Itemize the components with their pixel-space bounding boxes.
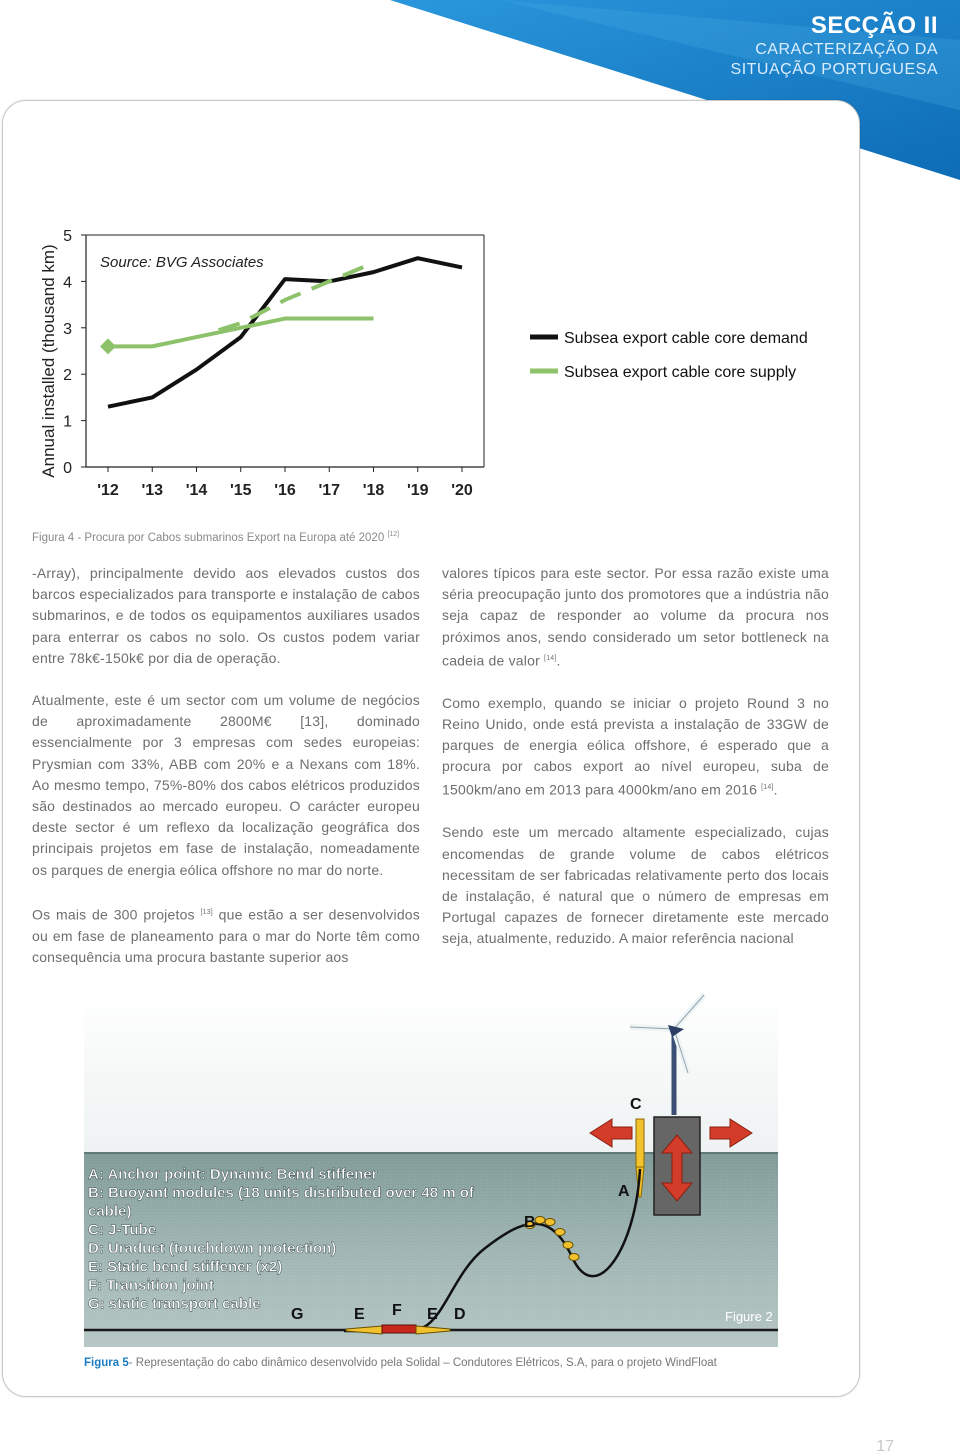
label-e-left: E	[354, 1306, 365, 1323]
windfloat-cable-diagram	[84, 987, 778, 1347]
right-paragraph-1-text: valores típicos para este sector. Por essa razão existe uma séria preocupação junto dos promotores que a indústria não seja capaz de responder ao volume da procura nos próximos anos, sendo considerado um setor bottleneck na cadeia de valor	[442, 565, 829, 669]
label-f: F	[392, 1302, 402, 1319]
legend-line: A: Anchor point: Dynamic Bend stiffener	[88, 1166, 378, 1183]
section-subtitle-line2: SITUAÇÃO PORTUGUESA	[730, 61, 938, 78]
legend-label: Subsea export cable core supply	[564, 364, 797, 381]
right-column	[442, 563, 829, 971]
legend-line: D: Uraduct (touchdown protection)	[88, 1240, 337, 1257]
legend-line: C: J-Tube	[88, 1221, 157, 1239]
y-tick-label: 3	[63, 320, 72, 338]
series-marker-diamond	[100, 338, 116, 354]
right-paragraph-1: valores típicos para este sector. Por essa razão existe uma séria preocupação junto dos promotores que a indústria não seja capaz de responder ao volume da procura nos próximos anos, sendo considerado um setor bottleneck na cadeia de valor [14].	[442, 565, 829, 669]
x-tick-label: '16	[274, 482, 296, 499]
left-paragraph-1: -Array), principalmente devido aos elevados custos dos barcos especializados para transporte e instalação de cabos submarinos, e de todos os equipamentos auxiliares usados para enterrar os cabos no solo. Os custos podem variar entre 78k€-150k€ por dia de operação.	[32, 565, 420, 666]
y-tick-label: 2	[63, 367, 72, 385]
figure5-caption	[84, 1357, 717, 1369]
legend-line: F: Transition joint	[88, 1277, 214, 1294]
source-annotation: Source: BVG Associates	[100, 254, 264, 271]
section-subtitle-line1: CARACTERIZAÇÃO DA	[755, 41, 938, 58]
right-paragraph-2-ref: [14]	[761, 784, 774, 792]
y-tick-label: 4	[63, 274, 72, 292]
figure4-caption-text: Figura 4 - Procura por Cabos submarinos Export na Europa até 2020	[32, 531, 385, 544]
j-tube	[636, 1119, 644, 1167]
legend-line: G: static transport cable	[88, 1295, 261, 1313]
section-title: SECÇÃO II	[810, 12, 938, 39]
legend-line: B: Buoyant modules (18 units distributed over 48 m of	[88, 1184, 474, 1202]
y-tick-label: 1	[63, 413, 72, 431]
y-tick-label: 5	[63, 228, 72, 245]
left-paragraph-3-end: que estão a ser desenvolvidos ou em fase de planeamento para o mar do Norte têm como consequência uma procura bastante superior aos	[32, 906, 420, 965]
figure4-caption	[32, 531, 399, 544]
x-tick-label: '14	[185, 482, 208, 499]
transition-joint	[382, 1325, 416, 1333]
right-paragraph-1-ref: [14]	[544, 654, 557, 662]
left-column	[32, 563, 420, 989]
series-line	[108, 258, 462, 406]
page-number: 17	[876, 1438, 894, 1455]
line-chart	[30, 215, 820, 515]
y-axis-label: Annual installed (thousand km)	[39, 244, 58, 478]
left-paragraph-3-ref: [13]	[200, 908, 213, 916]
left-paragraph-3-start: Os mais de 300 projetos	[32, 906, 195, 923]
figure4-caption-ref: [12]	[387, 531, 400, 538]
label-c: C	[630, 1096, 642, 1113]
series-line	[108, 319, 374, 347]
label-g: G	[291, 1306, 304, 1323]
right-paragraph-2: Como exemplo, quando se iniciar o projeto Round 3 no Reino Unido, onde está prevista a instalação de 33GW de parques de energia eólica offshore, é esperado que a procura por cabos export ao nível europeu, suba de 1500km/ano em 2013 para 4000km/ano em 2016 [14].	[442, 694, 829, 799]
x-tick-label: '13	[141, 482, 164, 499]
legend-label: Subsea export cable core demand	[564, 330, 808, 347]
left-paragraph-2: Atualmente, este é um sector com um volume de negócios de aproximadamente 2800M€ [13], dominado essencialmente por 3 empresas com sedes europeias: Prysmian com 33%, ABB com 20% e a Nexans com 18%. Ao mesmo tempo, 75%-80% dos cabos elétricos produzidos são destinados ao mercado europeu. O carácter europeu deste sector é um reflexo da localização geográfica dos principais projetos em fase de instalação, nomeadamente os parques de energia eólica offshore no mar do norte.	[32, 692, 420, 878]
x-tick-label: '20	[451, 482, 473, 499]
x-tick-label: '12	[97, 482, 119, 499]
section-header	[731, 12, 938, 80]
x-tick-label: '19	[406, 482, 429, 499]
figure5-caption-bold: Figura 5	[84, 1357, 129, 1369]
label-e-right: E	[427, 1306, 438, 1323]
label-d: D	[454, 1306, 466, 1323]
y-tick-label: 0	[63, 460, 72, 477]
label-a: A	[618, 1183, 630, 1200]
figure5-caption-text: - Representação do cabo dinâmico desenvolvido pela Solidal – Condutores Elétricos, S.A, para o projeto WindFloat	[128, 1357, 717, 1369]
figure2-label: Figure 2	[725, 1309, 773, 1324]
right-paragraph-2-text: Como exemplo, quando se iniciar o projeto Round 3 no Reino Unido, onde está prevista a instalação de 33GW de parques de energia eólica offshore, é esperado que a procura por cabos export ao nível europeu, suba de 1500km/ano em 2013 para 4000km/ano em 2016	[442, 694, 829, 799]
legend-line: E: Static bend stiffener (x2)	[88, 1258, 283, 1276]
label-b: B	[524, 1214, 536, 1231]
x-tick-label: '17	[318, 482, 341, 499]
legend-line: cable)	[88, 1203, 132, 1220]
right-paragraph-3: Sendo este um mercado altamente especializado, cujas encomendas de grande volume de cabos elétricos necessitam de ser fabricadas relativamente perto dos locais de instalação, é natural que o número de empresas em Portugal capazes de fornecer diretamente este mercado seja, atualmente, reduzido. A maior referência nacional	[442, 824, 829, 947]
x-tick-label: '18	[362, 482, 385, 499]
x-tick-label: '15	[229, 482, 252, 499]
left-paragraph-3	[32, 902, 420, 968]
